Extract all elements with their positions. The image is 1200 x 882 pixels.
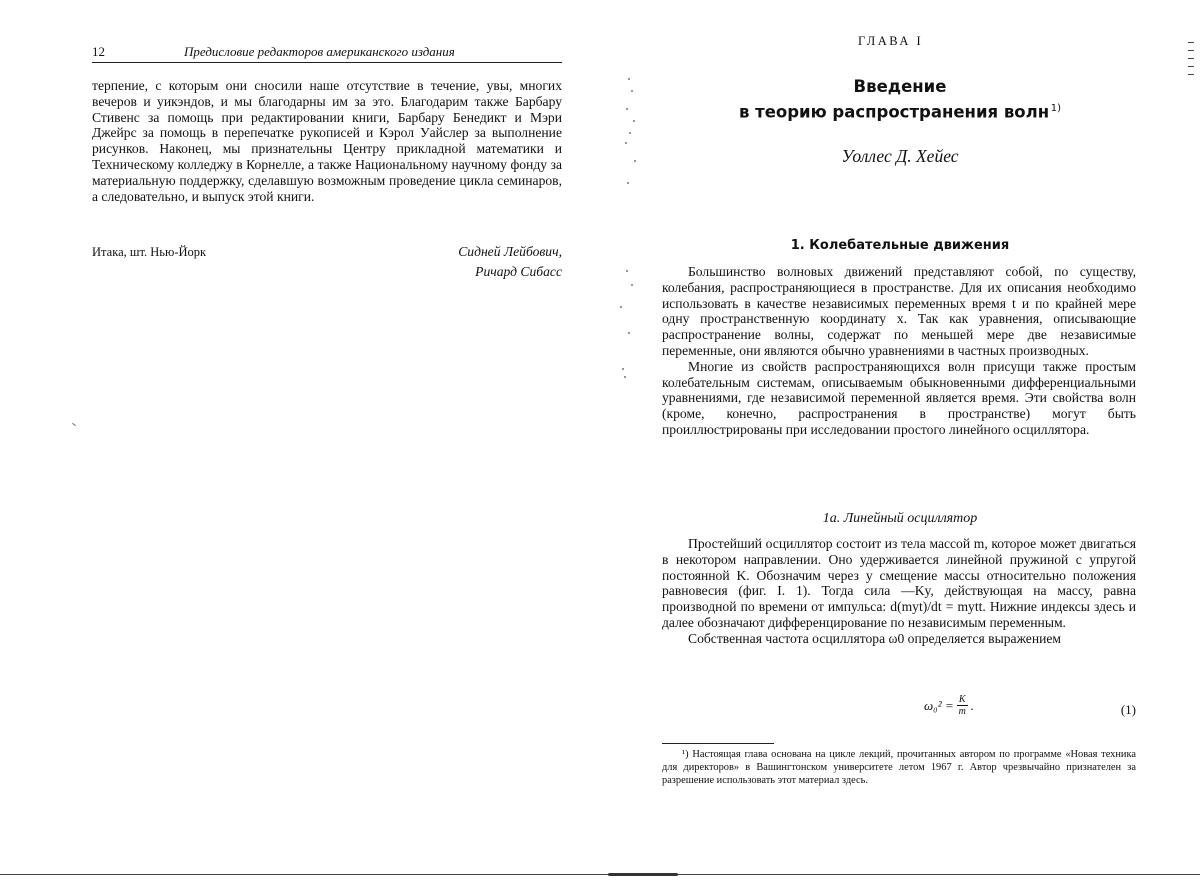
subsection-heading: 1а. Линейный осциллятор	[822, 511, 978, 526]
edge-scan-marks	[1188, 40, 1196, 80]
footnote	[662, 748, 1136, 788]
chapter-label: ГЛАВА I	[858, 34, 924, 48]
subsection-paragraph-2: Собственная частота осциллятора ω0 определяется выражением	[688, 630, 1061, 646]
section-paragraph-1: Большинство волновых движений представляют собой, по существу, колебания, распространяющиеся в пространстве. Для их описания необходимо использовать в качестве независимых переменных время t и по крайней мере одну пространственную координату x. Так как уравнения, описывающие распространение волны, содержат по меньшей мере две независимые переменные, они являются обычно уравнениями в частных производных.	[662, 264, 1136, 358]
footnote-rule	[662, 743, 774, 744]
section-heading: 1. Колебательные движения	[790, 238, 1010, 253]
running-title: Предисловие редакторов американского издания	[184, 44, 455, 59]
chapter-title	[700, 76, 1100, 124]
signers	[458, 242, 562, 282]
subsection-body	[662, 536, 1136, 647]
signer-1: Сидней Лейбович,	[458, 244, 562, 259]
subsection-paragraph-1: Простейший осциллятор состоит из тела массой m, которое может двигаться в некотором направлении. Оно удерживается линейной пружиной с упругой постоянной K. Обозначим через y смещение массы относительно положения равновесия (фиг. I. 1). Тогда сила —Ky, действующая на массу, равна производной по времени от импульса: d(myt)/dt = mytt. Нижние индексы здесь и далее обозначают дифференцирование по независимым переменным.	[662, 536, 1136, 630]
scan-speck	[72, 423, 76, 426]
equation	[924, 694, 974, 717]
bottom-scan-edge	[0, 874, 1200, 875]
title-footnote-mark: 1)	[1050, 103, 1062, 114]
chapter-author: Уоллес Д. Хейес	[841, 146, 959, 166]
chapter-title-line-1: Введение	[853, 77, 947, 96]
chapter-title-line-2	[700, 98, 1100, 124]
right-page	[600, 0, 1200, 882]
section-body	[662, 264, 1136, 438]
left-body-text	[92, 78, 562, 204]
bottom-scan-smudge	[608, 873, 678, 876]
equation-number: (1)	[1120, 702, 1136, 717]
equation-lhs: ω₀² =	[924, 697, 954, 713]
running-head	[92, 44, 562, 63]
preface-paragraph: терпение, с которым они сносили наше отсутствие в течение, увы, многих вечеров и уикэндов, и мы благодарны им за это. Благодарим также Барбару Стивенс за помощь при редактировании книги, Барбару Бенедикт и Мэри Джейрс за помощь в перепечатке рукописей и Кэрол Уайслер за выполнение рисунков. Наконец, мы признательны Центру прикладной математики и Техническому колледжу в Корнелле, а также Национальному научному фонду за материальную поддержку, сделавшую возможным проведение цикла семинаров, а следовательно, и выпуск этой книги.	[92, 78, 562, 204]
chapter-title-line-2-text: в теорию распространения волн	[738, 102, 1050, 122]
equation-end: .	[970, 697, 975, 713]
page-number: 12	[92, 44, 105, 59]
equation-denominator: m	[958, 706, 966, 717]
signature-block	[92, 242, 562, 282]
section-paragraph-2: Многие из свойств распространяющихся волн присущи также простым колебательным системам, описываемым обыкновенными дифференциальными уравнениями, где независимой переменной является время. Эти свойства волн (кроме, конечно, распространения в пространстве) могут быть проиллюстрированы при исследовании простого линейного осциллятора.	[662, 358, 1136, 437]
footnote-text: ¹) Настоящая глава основана на цикле лекций, прочитанных автором по программе «Новая техника для директоров» в Вашингтонском университете летом 1967 г. Автор чрезвычайно признателен за разрешение использовать этот материал здесь.	[662, 749, 1136, 787]
gutter-scan-noise	[598, 70, 648, 390]
equation-row	[662, 694, 1136, 724]
equation-fraction	[957, 694, 968, 717]
signer-2: Ричард Сибасс	[475, 264, 562, 279]
place-line: Итака, шт. Нью-Йорк	[92, 245, 207, 259]
equation-numerator: K	[958, 694, 966, 705]
